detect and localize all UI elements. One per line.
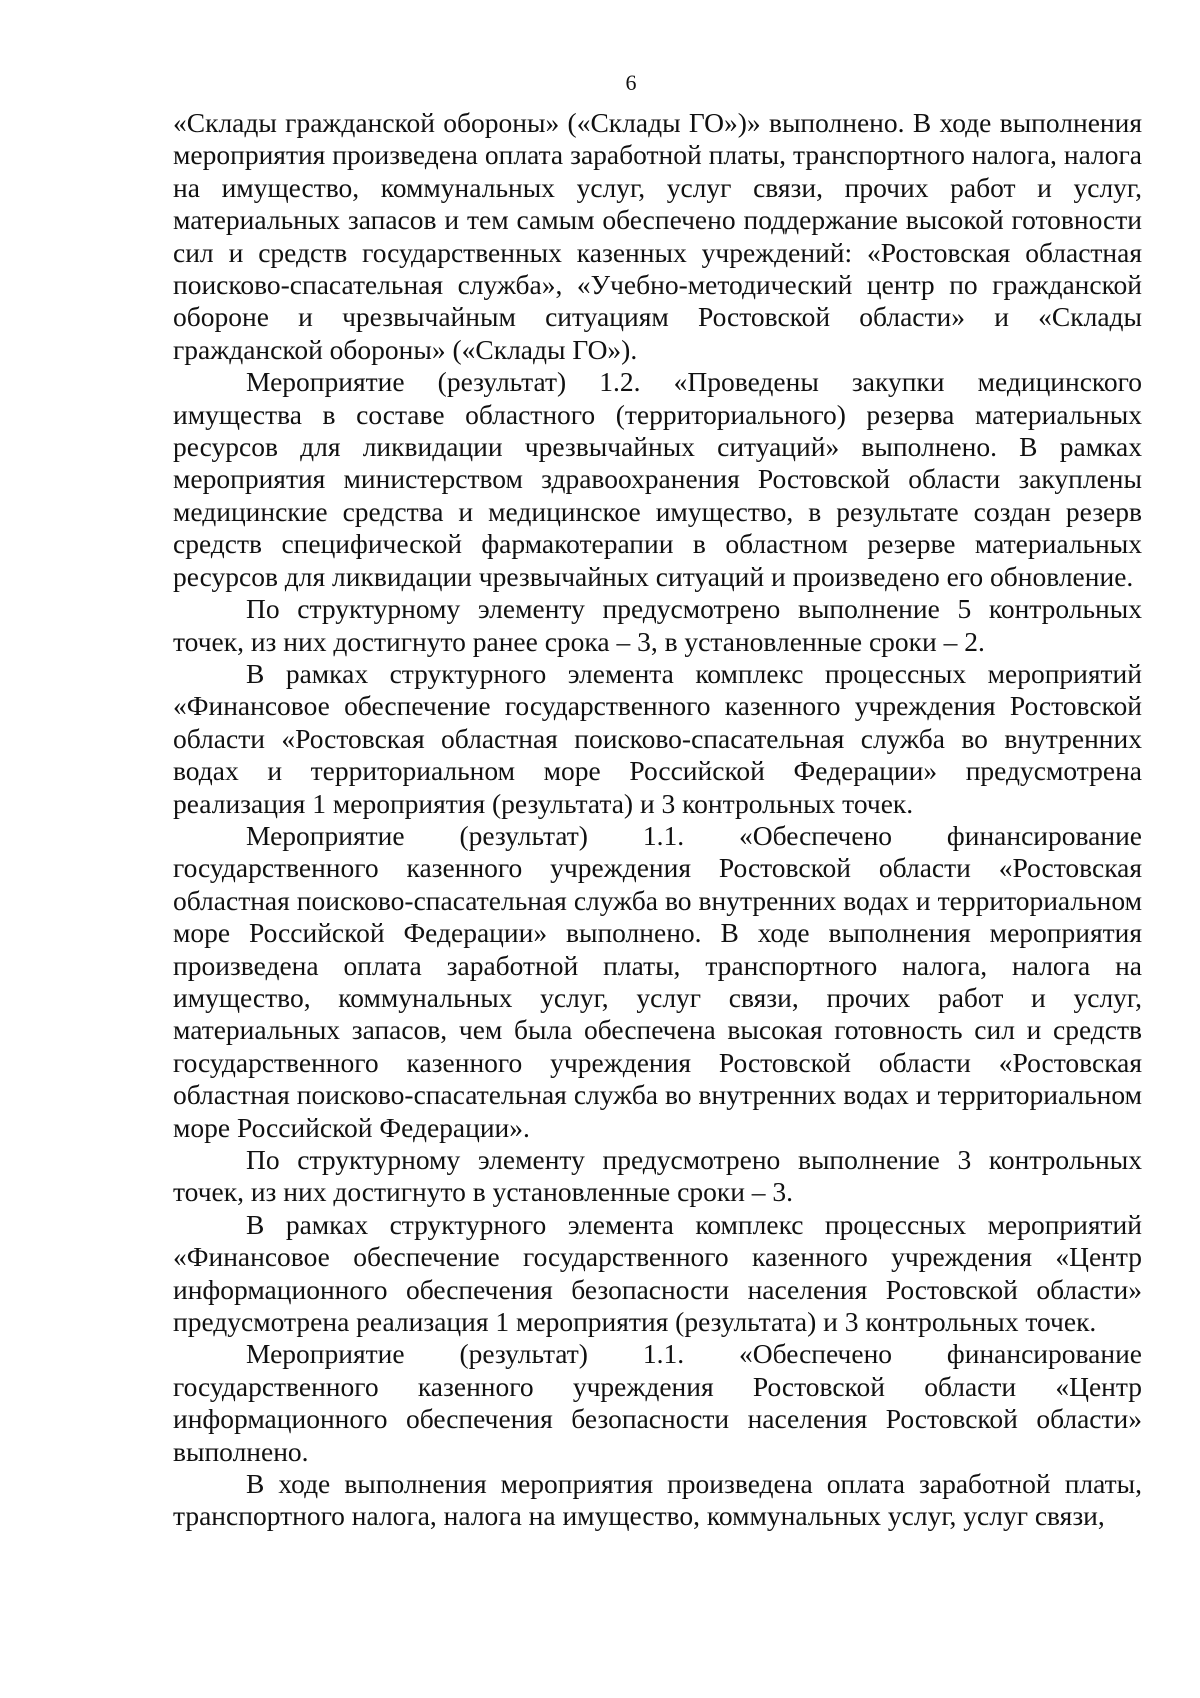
paragraph-2: Мероприятие (результат) 1.2. «Проведены закупки медицинского имущества в составе областного (территориального) резерва материальных ресурсов для ликвидации чрезвычайных ситуаций» выполнено. В рамках мероприятия министерством здравоохранения Ростовской области закуплены медицинские средства и медицинское имущество, в результате создан резерв средств специфической фармакотерапии в областном резерве материальных ресурсов для ликвидации чрезвычайных ситуаций и произведено его обновление.: [173, 366, 1142, 592]
paragraph-9: В ходе выполнения мероприятия произведена оплата заработной платы, транспортного налога, налога на имущество, коммунальных услуг, услуг связи,: [173, 1468, 1142, 1532]
paragraph-7: В рамках структурного элемента комплекс процессных мероприятий «Финансовое обеспечение государственного казенного учреждения «Центр информационного обеспечения безопасности населения Ростовской области» предусмотрена реализация 1 мероприятия (результата) и 3 контрольных точек.: [173, 1208, 1142, 1338]
document-body: [173, 107, 1142, 1533]
paragraph-8: Мероприятие (результат) 1.1. «Обеспечено финансирование государственного казенного учреждения Ростовской области «Центр информационного обеспечения безопасности населения Ростовской области» выполнено.: [173, 1338, 1142, 1467]
paragraph-1: «Склады гражданской обороны» («Склады ГО»)» выполнено. В ходе выполнения мероприятия произведена оплата заработной платы, транспортного налога, налога на имущество, коммунальных услуг, услуг связи, прочих работ и услуг, материальных запасов и тем самым обеспечено поддержание высокой готовности сил и средств государственных казенных учреждений: «Ростовская областная поисково-спасательная служба», «Учебно-методический центр по гражданской обороне и чрезвычайным ситуациям Ростовской области» и «Склады гражданской обороны» («Склады ГО»).: [173, 107, 1142, 365]
paragraph-4: В рамках структурного элемента комплекс процессных мероприятий «Финансовое обеспечение государственного казенного учреждения Ростовской области «Ростовская областная поисково-спасательная служба во внутренних водах и территориальном море Российской Федерации» предусмотрена реализация 1 мероприятия (результата) и 3 контрольных точек.: [173, 657, 1142, 819]
paragraph-6: По структурному элементу предусмотрено выполнение 3 контрольных точек, из них достигнуто в установленные сроки – 3.: [173, 1144, 1142, 1208]
paragraph-3: По структурному элементу предусмотрено выполнение 5 контрольных точек, из них достигнуто ранее срока – 3, в установленные сроки – 2.: [173, 593, 1142, 657]
page-number: 6: [625, 70, 637, 95]
paragraph-5: Мероприятие (результат) 1.1. «Обеспечено финансирование государственного казенного учреждения Ростовской области «Ростовская областная поисково-спасательная служба во внутренних водах и территориальном море Российской Федерации» выполнено. В ходе выполнения мероприятия произведена оплата заработной платы, транспортного налога, налога на имущество, коммунальных услуг, услуг связи, прочих работ и услуг, материальных запасов, чем была обеспечена высокая готовность сил и средств государственного казенного учреждения Ростовской области «Ростовская областная поисково-спасательная служба во внутренних водах и территориальном море Российской Федерации».: [173, 819, 1142, 1143]
